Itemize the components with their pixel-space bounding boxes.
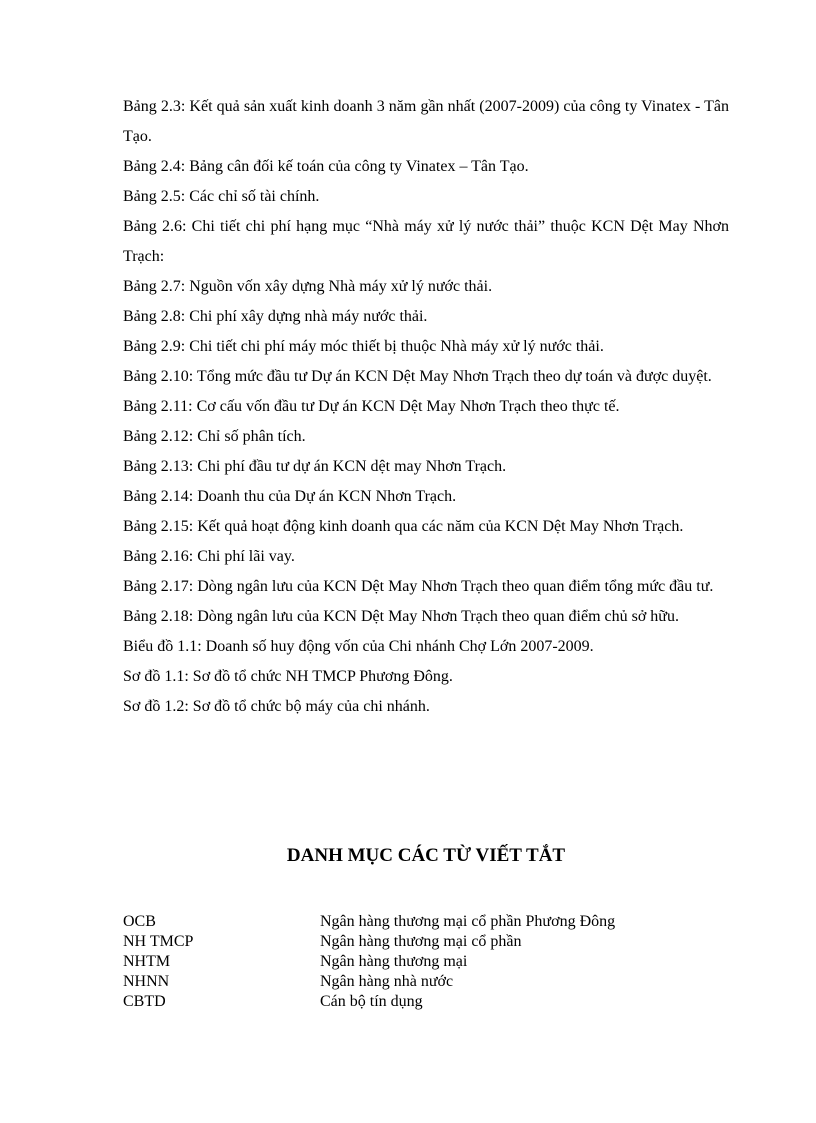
list-item: Bảng 2.14: Doanh thu của Dự án KCN Nhơn Trạch. xyxy=(123,488,457,505)
list-item: Biểu đồ 1.1: Doanh số huy động vốn của Chi nhánh Chợ Lớn 2007-2009. xyxy=(123,638,594,655)
list-item: Bảng 2.18: Dòng ngân lưu của KCN Dệt May Nhơn Trạch theo quan điểm chủ sở hữu. xyxy=(123,608,679,625)
abbreviation-term: NHNN xyxy=(123,973,170,990)
abbreviations-heading: DANH MỤC CÁC TỪ VIẾT TẮT xyxy=(286,845,566,866)
list-item: Bảng 2.8: Chi phí xây dựng nhà máy nước thải. xyxy=(123,308,428,325)
abbreviation-term: NH TMCP xyxy=(123,933,194,950)
list-item: Bảng 2.13: Chi phí đầu tư dự án KCN dệt may Nhơn Trạch. xyxy=(123,458,507,475)
list-item: Bảng 2.3: Kết quả sản xuất kinh doanh 3 năm gần nhất (2007-2009) của công ty Vinatex - Tân Tạo. xyxy=(123,98,729,145)
list-item: Bảng 2.4: Bảng cân đối kế toán của công ty Vinatex – Tân Tạo. xyxy=(123,158,529,175)
list-item: Bảng 2.10: Tổng mức đầu tư Dự án KCN Dệt May Nhơn Trạch theo dự toán và được duyệt. xyxy=(123,368,712,385)
list-item: Bảng 2.7: Nguồn vốn xây dựng Nhà máy xử lý nước thải. xyxy=(123,278,493,295)
abbreviation-meaning: Ngân hàng thương mại cổ phần xyxy=(320,933,522,950)
list-item: Sơ đồ 1.2: Sơ đồ tổ chức bộ máy của chi nhánh. xyxy=(123,698,430,715)
abbreviation-meaning: Ngân hàng thương mại cổ phần Phương Đông xyxy=(320,913,616,930)
abbreviation-meaning: Ngân hàng thương mại xyxy=(320,953,468,970)
list-item: Bảng 2.9: Chi tiết chi phí máy móc thiết bị thuộc Nhà máy xử lý nước thải. xyxy=(123,338,604,355)
abbreviation-row xyxy=(123,972,729,992)
list-item: Sơ đồ 1.1: Sơ đồ tổ chức NH TMCP Phương Đông. xyxy=(123,668,453,685)
list-item: Bảng 2.17: Dòng ngân lưu của KCN Dệt May Nhơn Trạch theo quan điểm tổng mức đầu tư. xyxy=(123,578,714,595)
abbreviations-list xyxy=(123,912,729,1012)
abbreviation-term: OCB xyxy=(123,913,156,930)
abbreviation-row xyxy=(123,952,729,972)
abbreviation-row xyxy=(123,992,729,1012)
tables-list xyxy=(123,92,729,722)
abbreviation-meaning: Cán bộ tín dụng xyxy=(320,993,423,1010)
abbreviation-row xyxy=(123,932,729,952)
list-item: Bảng 2.6: Chi tiết chi phí hạng mục “Nhà máy xử lý nước thải” thuộc KCN Dệt May Nhơn Trạch: xyxy=(123,218,729,265)
list-item: Bảng 2.12: Chỉ số phân tích. xyxy=(123,428,306,445)
abbreviation-term: NHTM xyxy=(123,953,171,970)
abbreviation-term: CBTD xyxy=(123,993,166,1010)
abbreviation-row xyxy=(123,912,729,932)
list-item: Bảng 2.11: Cơ cấu vốn đầu tư Dự án KCN Dệt May Nhơn Trạch theo thực tế. xyxy=(123,398,620,415)
abbreviation-meaning: Ngân hàng nhà nước xyxy=(320,973,454,990)
list-item: Bảng 2.16: Chi phí lãi vay. xyxy=(123,548,295,565)
list-item: Bảng 2.15: Kết quả hoạt động kinh doanh qua các năm của KCN Dệt May Nhơn Trạch. xyxy=(123,518,684,535)
list-item: Bảng 2.5: Các chỉ số tài chính. xyxy=(123,188,320,205)
